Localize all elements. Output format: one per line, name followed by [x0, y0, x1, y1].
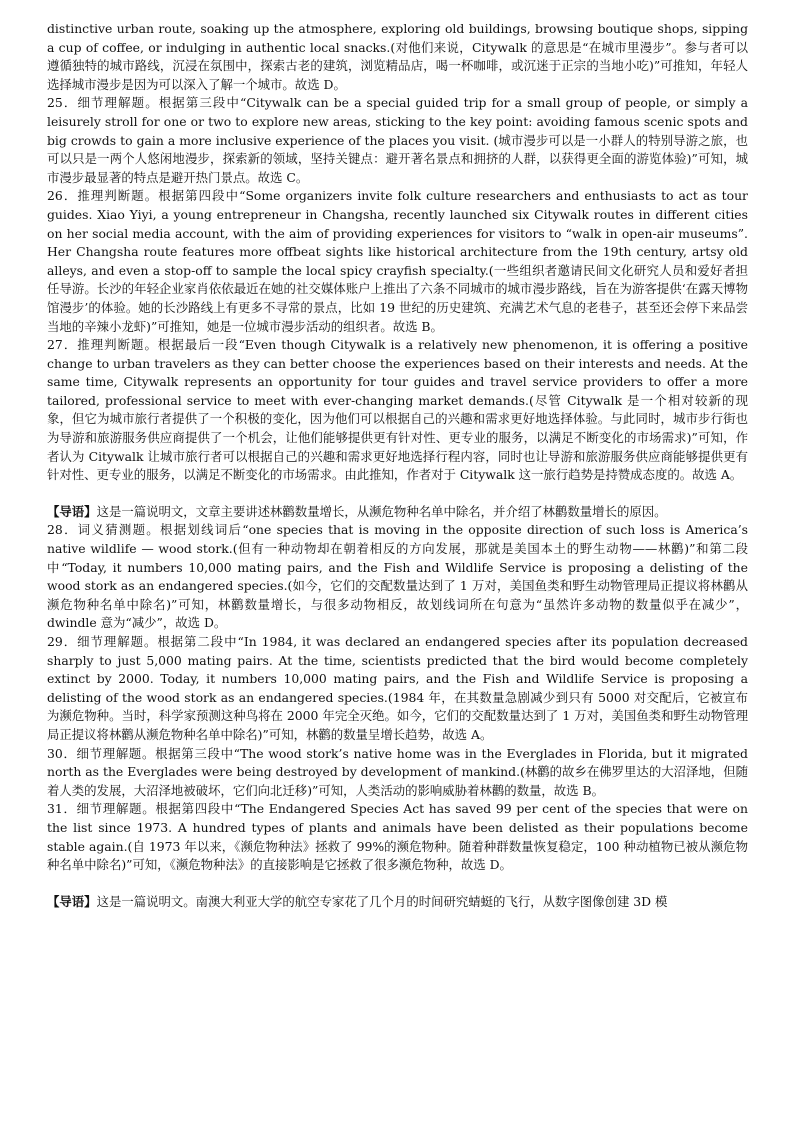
answer-paragraph: 31．细节理解题。根据第四段中“The Endangered Species Act has saved 99 per cent of the species that were on the list since 1973. A hundred types of plants and animals have been delisted as their populations become stable again.(自 1973 年以来，《濒危物种法》拯救了 99%的濒危物种。随着种群数量恢复稳定，100 种动植物已被从濒危物种名单中除名)”可知，《濒危物种法》的直接影响是它拯救了很多濒危物种，故选 D。 [47, 801, 748, 873]
answer-paragraph: 26．推理判断题。根据第四段中“Some organizers invite folk culture researchers and enthusiasts to act as tour guides. Xiao Yiyi, a young entrepreneur in Changsha, recently launched six Citywalk routes in different cities on her social media account, with the aim of providing experiences for visitors to “walk in open-air museums”. Her Changsha route features more offbeat sights like historical architecture from the 19th century, artsy old alleys, and even a stop-off to sample the local spicy crayfish specialty.(一些组织者邀请民间文化研究人员和爱好者担任导游。长沙的年轻企业家肖依依最近在她的社交媒体账户上推出了六条不同城市的城市漫步路线，旨在为游客提供‘在露天博物馆漫步’的体验。她的长沙路线上有更多不寻常的景点，比如 19 世纪的历史建筑、充满艺术气息的老巷子，甚至还会停下来品尝当地的辛辣小龙虾)”可推知，她是一位城市漫步活动的组织者。故选 B。 [47, 188, 748, 334]
answer-paragraph: distinctive urban route, soaking up the atmosphere, exploring old buildings, browsing boutique shops, sipping a cup of coffee, or indulging in authentic local snacks.(对他们来说，Citywalk 的意思是“在城市里漫步”。参与者可以遵循独特的城市路线，沉浸在氛围中，探索古老的建筑，浏览精品店，喝一杯咖啡，或沉迷于正宗的当地小吃)”可推知，年轻人选择城市漫步是因为可以深入了解一个城市。故选 D。 [47, 21, 748, 92]
answer-paragraph: 29．细节理解题。根据第二段中“In 1984, it was declared an endangered species after its population decreased sharply to just 5,000 mating pairs. At the time, scientists predicted that the bird would become completely extinct by 2000. Today, it numbers 10,000 mating pairs, and the Fish and Wildlife Service is proposing a delisting of the wood stork as an endangered species.(1984 年，在其数量急剧减少到只有 5000 对交配后，它被宣布为濒危物种。当时，科学家预测这种鸟将在 2000 年完全灭绝。如今，它们的交配数量达到了 1 万对，美国鱼类和野生动物管理局正提议将林鹳从濒危物种名单中除名)”可知，林鹳的数量呈增长趋势，故选 A。 [47, 634, 748, 742]
lead-paragraph [47, 503, 748, 522]
answer-paragraph: 27．推理判断题。根据最后一段“Even though Citywalk is a relatively new phenomenon, it is offering a positive change to urban travelers as they can better choose the experiences based on their interests and needs. At the same time, Citywalk represents an opportunity for tour guides and travel service providers to offer a more tailored, professional service to meet with ever-changing market demands.(尽管 Citywalk 是一个相对较新的现象，但它为城市旅行者提供了一个积极的变化，因为他们可以根据自己的兴趣和需求更好地选择体验。与此同时，城市步行街也为导游和旅游服务供应商提供了一个机会，让他们能够提供更有针对性、更专业的服务，以满足不断变化的市场需求)”可知，作者认为 Citywalk 让城市旅行者可以根据自己的兴趣和需求更好地选择行程内容，同时也让导游和旅游服务供应商能够提供更有针对性、更专业的服务，以满足不断变化的市场需求。由此推知，作者对于 Citywalk 这一旅行趋势是持赞成态度的。故选 A。 [47, 337, 748, 483]
lead-text: 这是一篇说明文。南澳大利亚大学的航空专家花了几个月的时间研究蜻蜓的飞行，从数字图像创建 3D 模 [96, 893, 668, 909]
lead-text: 这是一篇说明文，文章主要讲述林鹳数量增长，从濒危物种名单中除名，并介绍了林鹳数量增长的原因。 [96, 503, 667, 519]
lead-paragraph [47, 893, 748, 912]
lead-label: 【导语】 [47, 893, 97, 909]
section-gap [47, 485, 748, 503]
lead-label: 【导语】 [47, 503, 97, 519]
answer-paragraph: 28．词义猜测题。根据划线词后“one species that is moving in the opposite direction of such loss is America’s native wildlife — wood stork.(但有一种动物却在朝着相反的方向发展，那就是美国本土的野生动物——林鹳)”和第二段中“Today, it numbers 10,000 mating pairs, and the Fish and Wildlife Service is proposing a delisting of the wood stork as an endangered species.(如今，它们的交配数量达到了 1 万对，美国鱼类和野生动物管理局正提议将林鹳从濒危物种名单中除名)”可知，林鹳数量增长，与很多动物相反，故划线词所在句意为“虽然许多动物的数量似乎在减少”，dwindle 意为“减少”，故选 D。 [47, 522, 748, 631]
answer-paragraph: 25．细节理解题。根据第三段中“Citywalk can be a special guided trip for a small group of people, or simply a leisurely stroll for one or two to explore new areas, sticking to the key point: avoiding famous scenic spots and big crowds to gain a more inclusive experience of the places you visit. (城市漫步可以是一小群人的特别导游之旅，也可以只是一两个人悠闲地漫步，探索新的领域，坚持关键点：避开著名景点和拥挤的人群，以获得更全面的游览体验)”可知，城市漫步最显著的特点是避开热门景点。故选 C。 [47, 95, 748, 185]
answer-paragraph: 30．细节理解题。根据第三段中“The wood stork’s native home was in the Everglades in Florida, but it migrated north as the Everglades were being destroyed by development of mankind.(林鹳的故乡在佛罗里达的大沼泽地，但随着人类的发展，大沼泽地被破坏，它们向北迁移)”可知，人类活动的影响威胁着林鹳的数量，故选 B。 [47, 745, 748, 798]
section-gap [47, 875, 748, 893]
